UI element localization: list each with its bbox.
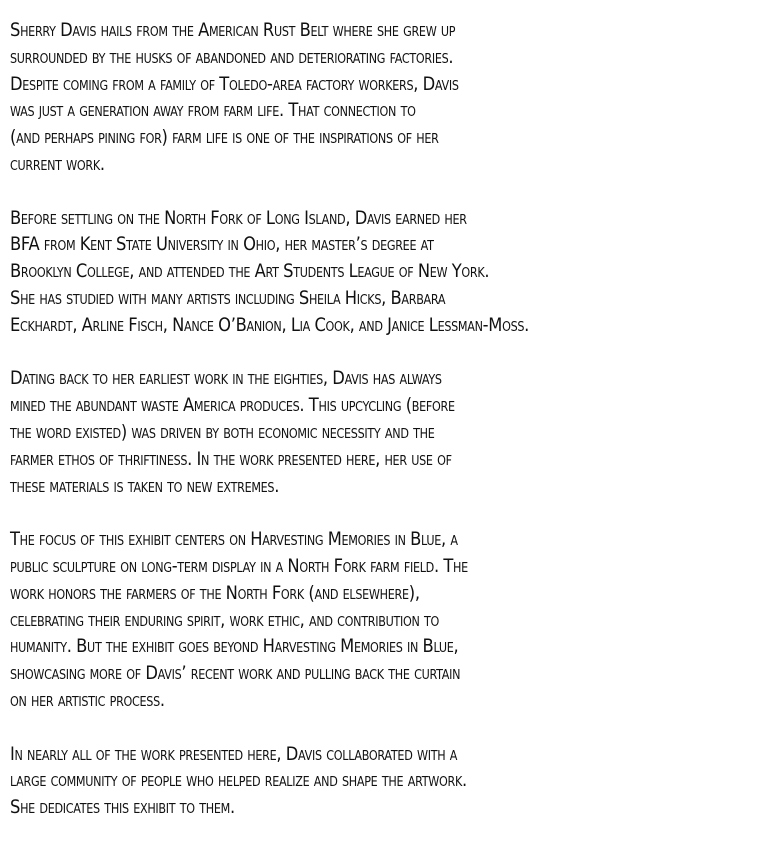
text-line: surrounded by the husks of abandoned and deteriorating factories. [10, 45, 454, 68]
text-line: work honors the farmers of the North Fork (and elsewhere), [10, 581, 420, 604]
paragraph-exhibit-focus [10, 526, 768, 714]
text-line: was just a generation away from farm life. That connection to [10, 99, 416, 122]
text-line: BFA from Kent State University in Ohio, her master’s degree at [10, 233, 434, 256]
text-line: current work. [10, 152, 105, 175]
text-line: In nearly all of the work presented here, Davis collaborated with a [10, 742, 458, 765]
paragraph-background [10, 17, 768, 178]
text-line: these materials is taken to new extremes. [10, 474, 280, 497]
text-line: on her artistic process. [10, 688, 165, 711]
artist-statement [10, 17, 768, 848]
text-line: Dating back to her earliest work in the eighties, Davis has always [10, 367, 442, 390]
paragraph-materials [10, 365, 768, 499]
text-line: showcasing more of Davis’ recent work and pulling back the curtain [10, 662, 461, 685]
text-line: farmer ethos of thriftiness. In the work presented here, her use of [10, 447, 452, 470]
text-line: mined the abundant waste America produces. This upcycling (before [10, 394, 455, 417]
text-line: Brooklyn College, and attended the Art Students League of New York. [10, 260, 490, 283]
text-line: Sherry Davis hails from the American Rust Belt where she grew up [10, 19, 456, 41]
text-line: The focus of this exhibit centers on Harvesting Memories in Blue, a [10, 528, 458, 551]
text-line: Eckhardt, Arline Fisch, Nance O’Banion, Lia Cook, and Janice Lessman-Moss. [10, 313, 530, 336]
text-line: She dedicates this exhibit to them. [10, 796, 235, 819]
text-line: Before settling on the North Fork of Long Island, Davis earned her [10, 206, 467, 229]
text-line: humanity. But the exhibit goes beyond Harvesting Memories in Blue, [10, 635, 459, 658]
text-line: She has studied with many artists including Sheila Hicks, Barbara [10, 286, 446, 309]
text-line: (and perhaps pining for) farm life is one of the inspirations of her [10, 126, 439, 149]
text-line: Despite coming from a family of Toledo-area factory workers, Davis [10, 72, 459, 95]
text-line: the word existed) was driven by both economic necessity and the [10, 420, 435, 443]
text-line: large community of people who helped realize and shape the artwork. [10, 769, 467, 792]
paragraph-dedication [10, 741, 768, 821]
text-line: public sculpture on long-term display in a North Fork farm field. The [10, 554, 468, 577]
paragraph-education [10, 205, 768, 339]
text-line: celebrating their enduring spirit, work ethic, and contribution to [10, 608, 440, 631]
